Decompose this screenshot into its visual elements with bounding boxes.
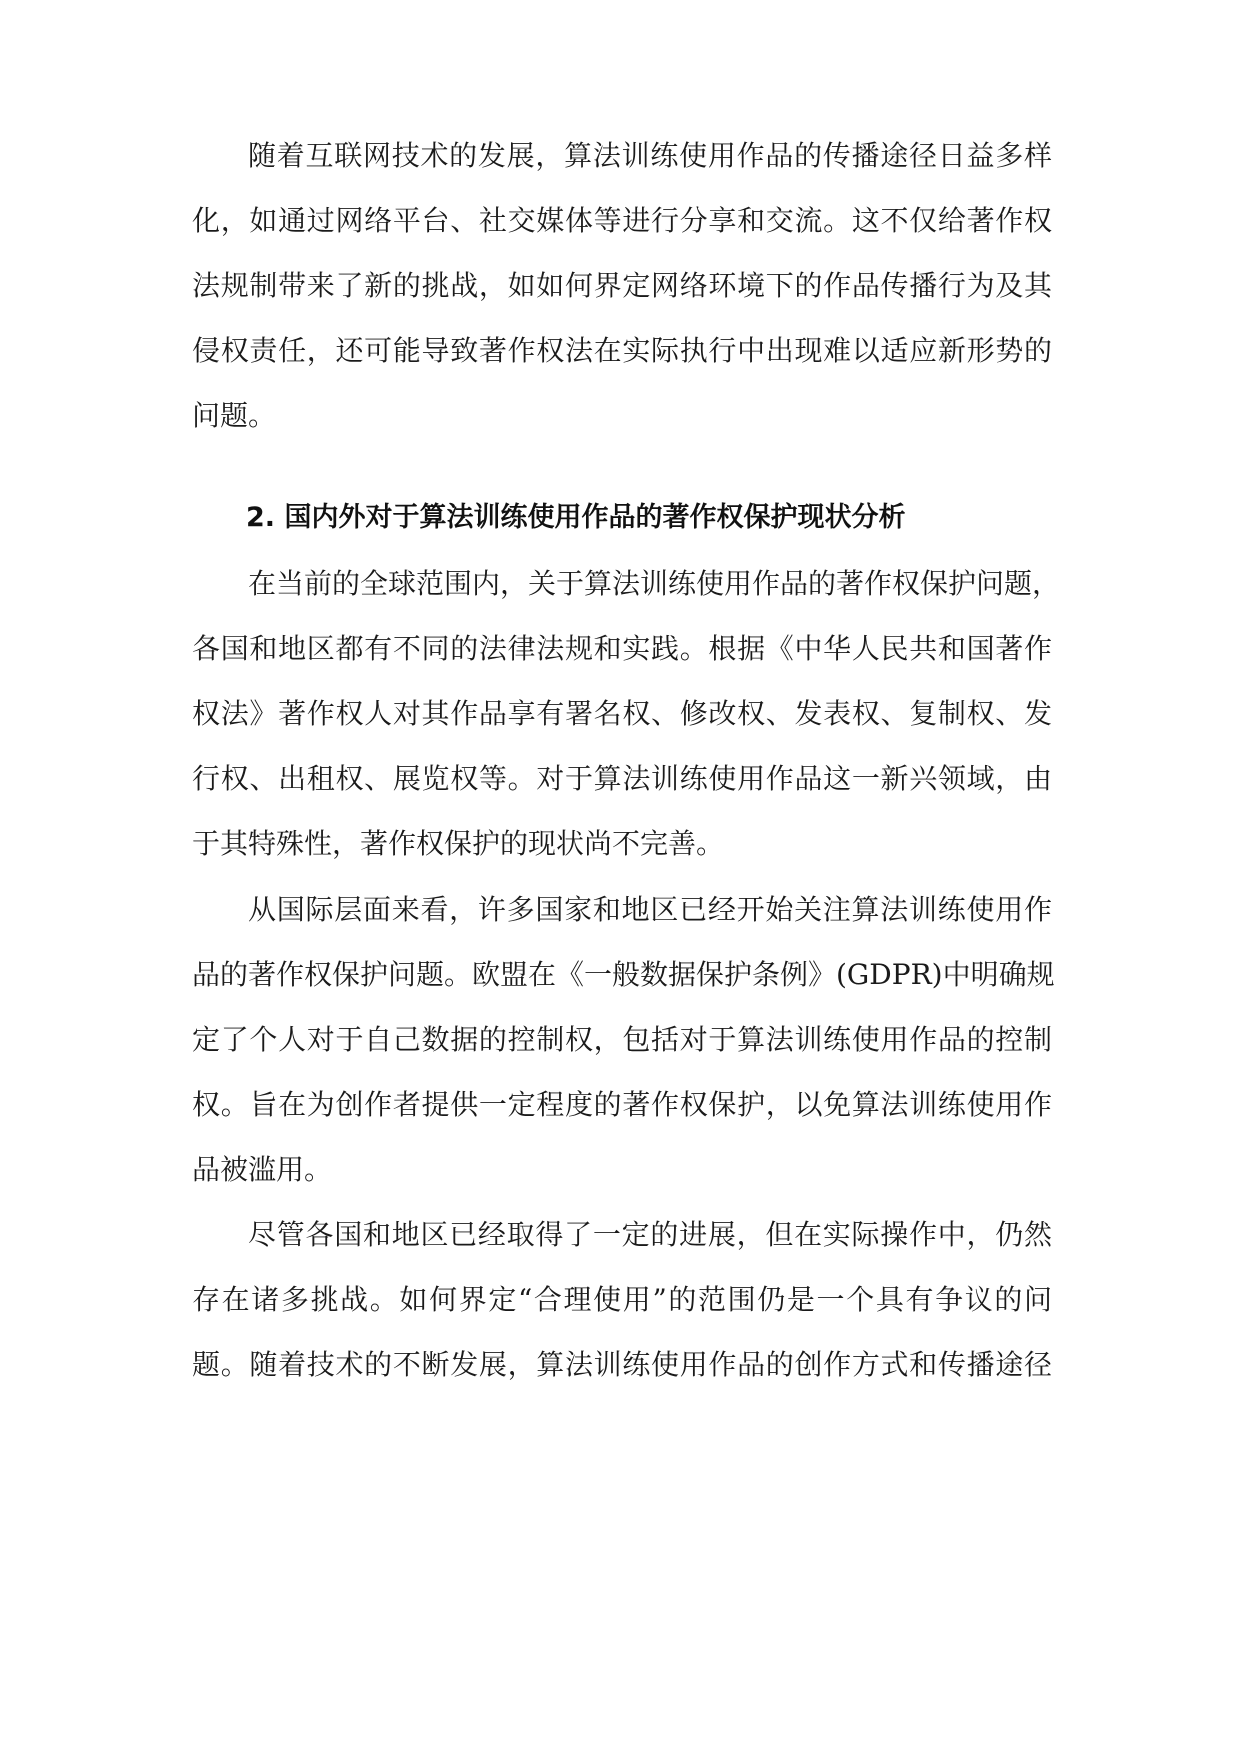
paragraph-3-line-2: 品的著作权保护问题。欧盟在《一般数据保护条例》(GDPR)中明确规 <box>192 958 1055 991</box>
paragraph-3-line-4: 权。旨在为创作者提供一定程度的著作权保护，以免算法训练使用作 <box>192 1088 1052 1121</box>
paragraph-1-line-5: 问题。 <box>192 399 277 432</box>
paragraph-1-line-2: 化，如通过网络平台、社交媒体等进行分享和交流。这不仅给著作权 <box>192 204 1052 237</box>
paragraph-2-line-3: 权法》著作权人对其作品享有署名权、修改权、发表权、复制权、发 <box>192 697 1052 730</box>
paragraph-2-line-4: 行权、出租权、展览权等。对于算法训练使用作品这一新兴领域，由 <box>192 762 1052 795</box>
section-heading: 2. 国内外对于算法训练使用作品的著作权保护现状分析 <box>246 502 906 533</box>
paragraph-2-line-2: 各国和地区都有不同的法律法规和实践。根据《中华人民共和国著作 <box>192 632 1052 665</box>
paragraph-1-line-4: 侵权责任，还可能导致著作权法在实际执行中出现难以适应新形势的 <box>192 334 1052 367</box>
paragraph-3-line-1: 从国际层面来看，许多国家和地区已经开始关注算法训练使用作 <box>248 893 1052 926</box>
paragraph-2-line-5: 于其特殊性，著作权保护的现状尚不完善。 <box>192 827 725 860</box>
paragraph-3-line-3: 定了个人对于自己数据的控制权，包括对于算法训练使用作品的控制 <box>192 1023 1052 1056</box>
paragraph-2-line-1: 在当前的全球范围内，关于算法训练使用作品的著作权保护问题， <box>248 567 1061 600</box>
paragraph-3-line-5: 品被滥用。 <box>192 1153 333 1186</box>
paragraph-4-line-3: 题。随着技术的不断发展，算法训练使用作品的创作方式和传播途径 <box>192 1348 1052 1381</box>
paragraph-1-line-3: 法规制带来了新的挑战，如如何界定网络环境下的作品传播行为及其 <box>192 269 1052 302</box>
paragraph-4-line-1: 尽管各国和地区已经取得了一定的进展，但在实际操作中，仍然 <box>248 1218 1052 1251</box>
paragraph-1-line-1: 随着互联网技术的发展，算法训练使用作品的传播途径日益多样 <box>248 139 1052 172</box>
paragraph-4-line-2: 存在诸多挑战。如何界定“合理使用”的范围仍是一个具有争议的问 <box>192 1283 1052 1316</box>
